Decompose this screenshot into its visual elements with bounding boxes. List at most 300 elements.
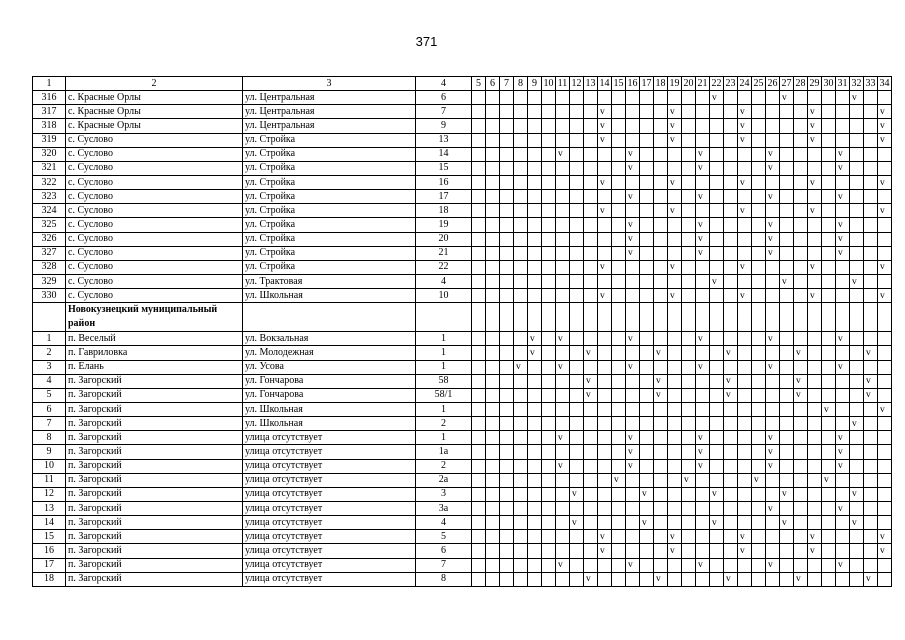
mark-cell-col5	[472, 445, 486, 459]
table-row	[33, 402, 892, 416]
mark-cell-col24	[738, 332, 752, 346]
street-cell: ул. Вокзальная	[243, 332, 416, 346]
house-number-cell: 22	[416, 260, 472, 274]
mark-cell-col28: v	[794, 572, 808, 586]
mark-cell-col17	[640, 218, 654, 232]
mark-cell-col10	[542, 473, 556, 487]
mark-cell-col32	[850, 346, 864, 360]
street-cell: ул. Усова	[243, 360, 416, 374]
row-number: 12	[33, 487, 66, 501]
mark-cell-col24: v	[738, 530, 752, 544]
mark-cell-col27	[780, 558, 794, 572]
header-cell: 34	[878, 77, 892, 91]
mark-cell-col15	[612, 332, 626, 346]
mark-cell-col22	[710, 332, 724, 346]
mark-cell-col15	[612, 417, 626, 431]
mark-cell-col8	[514, 246, 528, 260]
table-row	[33, 530, 892, 544]
mark-cell-col6	[486, 501, 500, 515]
mark-cell-col7	[500, 530, 514, 544]
mark-cell-col9	[528, 501, 542, 515]
mark-cell-col16	[626, 516, 640, 530]
mark-cell-col24	[738, 572, 752, 586]
mark-cell-col30: v	[822, 402, 836, 416]
header-cell: 5	[472, 77, 486, 91]
mark-cell-col34	[878, 332, 892, 346]
mark-cell-col9	[528, 175, 542, 189]
row-number: 16	[33, 544, 66, 558]
mark-cell-col32	[850, 246, 864, 260]
mark-cell-col16	[626, 204, 640, 218]
mark-cell-col18	[654, 289, 668, 303]
mark-cell-col28	[794, 91, 808, 105]
house-number-cell: 4	[416, 516, 472, 530]
mark-cell-col7	[500, 374, 514, 388]
mark-cell-col20	[682, 544, 696, 558]
mark-cell-col9	[528, 119, 542, 133]
mark-cell-col33	[864, 402, 878, 416]
settlement-cell: с. Суслово	[66, 147, 243, 161]
mark-cell-col29	[808, 91, 822, 105]
mark-cell-col28	[794, 501, 808, 515]
mark-cell-col31	[836, 133, 850, 147]
mark-cell-col13	[584, 260, 598, 274]
mark-cell-col26	[766, 388, 780, 402]
mark-cell-col29	[808, 246, 822, 260]
row-number: 316	[33, 91, 66, 105]
mark-cell-col23	[724, 501, 738, 515]
mark-cell-col6	[486, 431, 500, 445]
mark-cell-col14: v	[598, 204, 612, 218]
mark-cell-col31	[836, 487, 850, 501]
mark-cell-col29	[808, 431, 822, 445]
mark-cell-col5	[472, 388, 486, 402]
mark-cell-col9	[528, 558, 542, 572]
street-cell: ул. Школьная	[243, 402, 416, 416]
section-title: Новокузнецкий муниципальный район	[66, 303, 243, 332]
row-number: 318	[33, 119, 66, 133]
mark-cell-col5	[472, 360, 486, 374]
mark-cell-col31	[836, 402, 850, 416]
mark-cell-col11	[556, 501, 570, 515]
mark-cell-col22	[710, 246, 724, 260]
mark-cell-col19: v	[668, 119, 682, 133]
house-number-cell: 1	[416, 360, 472, 374]
mark-cell-col24	[738, 516, 752, 530]
mark-cell-col17	[640, 105, 654, 119]
mark-cell-col27: v	[780, 487, 794, 501]
mark-cell-col12	[570, 501, 584, 515]
mark-cell-col10	[542, 445, 556, 459]
header-cell: 21	[696, 77, 710, 91]
house-number-cell: 21	[416, 246, 472, 260]
mark-cell-col31: v	[836, 501, 850, 515]
settlement-cell: с. Суслово	[66, 204, 243, 218]
mark-cell-col5	[472, 374, 486, 388]
mark-cell-col31: v	[836, 190, 850, 204]
row-number: 319	[33, 133, 66, 147]
mark-cell-col29	[808, 190, 822, 204]
table-row	[33, 417, 892, 431]
house-number-cell: 3а	[416, 501, 472, 515]
mark-cell-col15	[612, 274, 626, 288]
mark-cell-col33	[864, 544, 878, 558]
mark-cell-col23	[724, 161, 738, 175]
mark-cell-col5	[472, 175, 486, 189]
mark-cell-col34	[878, 388, 892, 402]
mark-cell-col27	[780, 119, 794, 133]
mark-cell-col28	[794, 218, 808, 232]
mark-cell-col24	[738, 190, 752, 204]
mark-cell-col21	[696, 204, 710, 218]
mark-cell-col11	[556, 161, 570, 175]
mark-cell-col30	[822, 501, 836, 515]
mark-cell-col5	[472, 274, 486, 288]
mark-cell-col11	[556, 289, 570, 303]
mark-cell-col28	[794, 232, 808, 246]
mark-cell-col21	[696, 501, 710, 515]
mark-cell-col23	[724, 332, 738, 346]
mark-cell-col23	[724, 105, 738, 119]
mark-cell-col11	[556, 487, 570, 501]
mark-cell-col5	[472, 473, 486, 487]
mark-cell-col10	[542, 544, 556, 558]
street-cell: ул. Стройка	[243, 246, 416, 260]
mark-cell-col12	[570, 388, 584, 402]
mark-cell-col33	[864, 204, 878, 218]
street-cell: ул. Стройка	[243, 232, 416, 246]
mark-cell-col14	[598, 516, 612, 530]
mark-cell-col23	[724, 431, 738, 445]
mark-cell-col31: v	[836, 332, 850, 346]
mark-cell-col8	[514, 274, 528, 288]
settlement-cell: п. Загорский	[66, 501, 243, 515]
mark-cell-col14	[598, 232, 612, 246]
mark-cell-col7	[500, 558, 514, 572]
table-row	[33, 346, 892, 360]
header-cell: 23	[724, 77, 738, 91]
mark-cell-col11	[556, 530, 570, 544]
mark-cell-col20	[682, 204, 696, 218]
mark-cell-col31: v	[836, 459, 850, 473]
mark-cell-col6	[486, 91, 500, 105]
mark-cell-col26	[766, 516, 780, 530]
mark-cell-col21	[696, 289, 710, 303]
settlement-cell: с. Суслово	[66, 218, 243, 232]
table-row	[33, 544, 892, 558]
mark-cell-col6	[486, 232, 500, 246]
mark-cell-col19: v	[668, 260, 682, 274]
house-number-cell: 15	[416, 161, 472, 175]
mark-cell-col29: v	[808, 289, 822, 303]
mark-cell-col8	[514, 232, 528, 246]
mark-cell-col8	[514, 175, 528, 189]
mark-cell-col5	[472, 402, 486, 416]
mark-cell-col12	[570, 431, 584, 445]
mark-cell-col24	[738, 445, 752, 459]
mark-cell-col27	[780, 332, 794, 346]
street-cell: ул. Стройка	[243, 133, 416, 147]
mark-cell-col23	[724, 487, 738, 501]
mark-cell-col27	[780, 402, 794, 416]
mark-cell-col10	[542, 161, 556, 175]
mark-cell-col30	[822, 374, 836, 388]
mark-cell-col10	[542, 431, 556, 445]
table-row	[33, 572, 892, 586]
mark-cell-col34: v	[878, 544, 892, 558]
mark-cell-col33	[864, 445, 878, 459]
mark-cell-col6	[486, 558, 500, 572]
mark-cell-col19	[668, 332, 682, 346]
mark-cell-col20	[682, 388, 696, 402]
mark-cell-col22	[710, 417, 724, 431]
mark-cell-col22	[710, 119, 724, 133]
mark-cell-col10	[542, 558, 556, 572]
header-cell: 13	[584, 77, 598, 91]
mark-cell-col33	[864, 332, 878, 346]
mark-cell-col24: v	[738, 119, 752, 133]
mark-cell-col29	[808, 232, 822, 246]
street-cell: ул. Гончарова	[243, 388, 416, 402]
mark-cell-col10	[542, 175, 556, 189]
mark-cell-col6	[486, 572, 500, 586]
row-number: 5	[33, 388, 66, 402]
mark-cell-col20	[682, 119, 696, 133]
mark-cell-col10	[542, 190, 556, 204]
mark-cell-col21	[696, 119, 710, 133]
mark-cell-col14: v	[598, 544, 612, 558]
mark-cell-col16	[626, 289, 640, 303]
mark-cell-col22	[710, 190, 724, 204]
mark-cell-col28	[794, 516, 808, 530]
mark-cell-col6	[486, 473, 500, 487]
house-number-cell: 20	[416, 232, 472, 246]
mark-cell-col26	[766, 374, 780, 388]
mark-cell-col18	[654, 161, 668, 175]
mark-cell-col8	[514, 218, 528, 232]
mark-cell-col21	[696, 388, 710, 402]
mark-cell-col25	[752, 105, 766, 119]
mark-cell-col8	[514, 431, 528, 445]
mark-cell-col26	[766, 473, 780, 487]
mark-cell-col18	[654, 516, 668, 530]
mark-cell-col12	[570, 190, 584, 204]
mark-cell-col8	[514, 417, 528, 431]
mark-cell-col17	[640, 544, 654, 558]
mark-cell-col16	[626, 274, 640, 288]
mark-cell-col7	[500, 431, 514, 445]
row-number: 7	[33, 417, 66, 431]
mark-cell-col10	[542, 232, 556, 246]
mark-cell-col21	[696, 530, 710, 544]
mark-cell-col27	[780, 346, 794, 360]
header-cell: 20	[682, 77, 696, 91]
row-number: 322	[33, 175, 66, 189]
mark-cell-col32	[850, 459, 864, 473]
mark-cell-col27	[780, 360, 794, 374]
mark-cell-col13	[584, 487, 598, 501]
row-number: 18	[33, 572, 66, 586]
mark-cell-col7	[500, 501, 514, 515]
header-cell: 28	[794, 77, 808, 91]
mark-cell-col22	[710, 530, 724, 544]
row-number: 323	[33, 190, 66, 204]
header-cell: 1	[33, 77, 66, 91]
mark-cell-col14: v	[598, 105, 612, 119]
mark-cell-col16	[626, 417, 640, 431]
settlement-cell: с. Суслово	[66, 232, 243, 246]
street-cell: улица отсутствует	[243, 445, 416, 459]
mark-cell-col9	[528, 544, 542, 558]
mark-cell-col26	[766, 133, 780, 147]
mark-cell-col11	[556, 445, 570, 459]
mark-cell-col17	[640, 572, 654, 586]
house-number-cell: 6	[416, 544, 472, 558]
settlement-cell: п. Загорский	[66, 473, 243, 487]
mark-cell-col30	[822, 558, 836, 572]
mark-cell-col11	[556, 516, 570, 530]
mark-cell-col34	[878, 232, 892, 246]
mark-cell-col31: v	[836, 431, 850, 445]
settlement-cell: с. Суслово	[66, 289, 243, 303]
mark-cell-col9	[528, 190, 542, 204]
mark-cell-col34	[878, 274, 892, 288]
mark-cell-col14	[598, 218, 612, 232]
street-cell: улица отсутствует	[243, 459, 416, 473]
mark-cell-col12	[570, 133, 584, 147]
mark-cell-col22	[710, 133, 724, 147]
mark-cell-col19	[668, 558, 682, 572]
settlement-cell: п. Загорский	[66, 445, 243, 459]
house-number-cell: 3	[416, 487, 472, 501]
mark-cell-col19	[668, 147, 682, 161]
mark-cell-col23	[724, 260, 738, 274]
mark-cell-col24: v	[738, 105, 752, 119]
mark-cell-col23: v	[724, 388, 738, 402]
mark-cell-col20	[682, 558, 696, 572]
mark-cell-col27	[780, 260, 794, 274]
mark-cell-col30	[822, 516, 836, 530]
mark-cell-col13	[584, 445, 598, 459]
mark-cell-col6	[486, 530, 500, 544]
mark-cell-col30	[822, 246, 836, 260]
mark-cell-col20	[682, 274, 696, 288]
mark-cell-col8	[514, 190, 528, 204]
mark-cell-col15	[612, 190, 626, 204]
house-number-cell: 7	[416, 105, 472, 119]
mark-cell-col32: v	[850, 274, 864, 288]
mark-cell-col33	[864, 119, 878, 133]
mark-cell-col12	[570, 544, 584, 558]
mark-cell-col7	[500, 175, 514, 189]
mark-cell-col17	[640, 473, 654, 487]
mark-cell-col31	[836, 91, 850, 105]
row-number: 326	[33, 232, 66, 246]
mark-cell-col30	[822, 346, 836, 360]
mark-cell-col19	[668, 417, 682, 431]
mark-cell-col32	[850, 105, 864, 119]
street-cell: ул. Трактовая	[243, 274, 416, 288]
mark-cell-col17	[640, 402, 654, 416]
mark-cell-col17: v	[640, 516, 654, 530]
mark-cell-col26	[766, 274, 780, 288]
mark-cell-col31: v	[836, 445, 850, 459]
mark-cell-col8	[514, 473, 528, 487]
mark-cell-col33: v	[864, 388, 878, 402]
mark-cell-col31	[836, 417, 850, 431]
mark-cell-col19	[668, 572, 682, 586]
mark-cell-col12	[570, 332, 584, 346]
mark-cell-col13	[584, 133, 598, 147]
mark-cell-col10	[542, 246, 556, 260]
mark-cell-col19: v	[668, 133, 682, 147]
mark-cell-col22	[710, 105, 724, 119]
mark-cell-col13	[584, 204, 598, 218]
settlement-cell: п. Загорский	[66, 558, 243, 572]
mark-cell-col23	[724, 274, 738, 288]
mark-cell-col17	[640, 501, 654, 515]
mark-cell-col29	[808, 473, 822, 487]
mark-cell-col13	[584, 544, 598, 558]
mark-cell-col21: v	[696, 445, 710, 459]
mark-cell-col14	[598, 91, 612, 105]
mark-cell-col25	[752, 246, 766, 260]
section-empty-street	[243, 303, 416, 332]
mark-cell-col14	[598, 431, 612, 445]
mark-cell-col28	[794, 487, 808, 501]
mark-cell-col8	[514, 530, 528, 544]
street-cell: улица отсутствует	[243, 558, 416, 572]
mark-cell-col6	[486, 445, 500, 459]
row-number: 14	[33, 516, 66, 530]
mark-cell-col13: v	[584, 346, 598, 360]
mark-cell-col12	[570, 161, 584, 175]
mark-cell-col29	[808, 445, 822, 459]
header-cell: 12	[570, 77, 584, 91]
header-cell: 17	[640, 77, 654, 91]
settlement-cell: с. Суслово	[66, 175, 243, 189]
mark-cell-col14	[598, 161, 612, 175]
mark-cell-col25	[752, 204, 766, 218]
mark-cell-col10	[542, 332, 556, 346]
mark-cell-col13	[584, 119, 598, 133]
mark-cell-col32	[850, 473, 864, 487]
mark-cell-col13	[584, 246, 598, 260]
mark-cell-col31	[836, 289, 850, 303]
mark-cell-col9	[528, 445, 542, 459]
mark-cell-col28	[794, 119, 808, 133]
mark-cell-col29	[808, 360, 822, 374]
mark-cell-col7	[500, 289, 514, 303]
mark-cell-col16	[626, 119, 640, 133]
mark-cell-col10	[542, 487, 556, 501]
mark-cell-col19	[668, 487, 682, 501]
mark-cell-col7	[500, 91, 514, 105]
mark-cell-col10	[542, 374, 556, 388]
table-row	[33, 516, 892, 530]
mark-cell-col6	[486, 360, 500, 374]
mark-cell-col17	[640, 459, 654, 473]
mark-cell-col18	[654, 459, 668, 473]
mark-cell-col21	[696, 473, 710, 487]
mark-cell-col11	[556, 346, 570, 360]
mark-cell-col6	[486, 133, 500, 147]
mark-cell-col22	[710, 572, 724, 586]
header-cell: 10	[542, 77, 556, 91]
mark-cell-col6	[486, 374, 500, 388]
mark-cell-col23	[724, 91, 738, 105]
mark-cell-col9	[528, 161, 542, 175]
